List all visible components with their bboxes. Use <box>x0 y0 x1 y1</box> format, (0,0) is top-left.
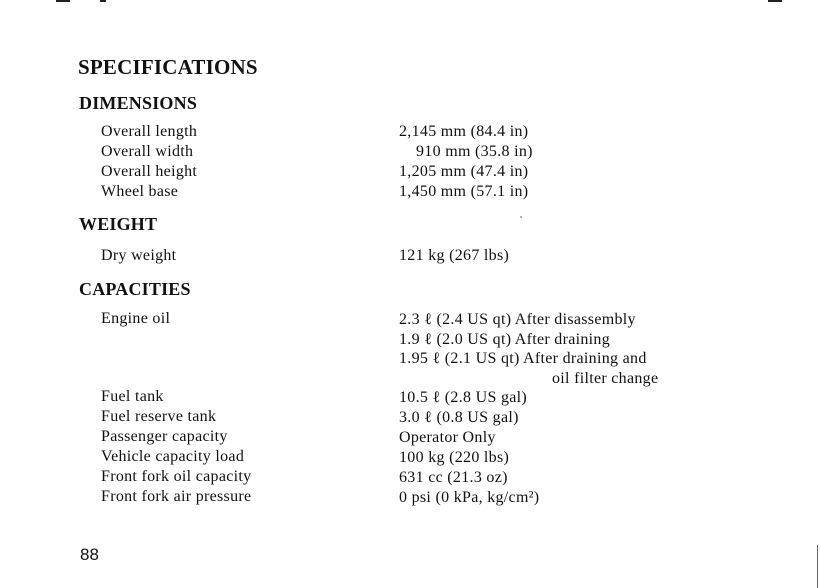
spec-label-overall-height: Overall height <box>101 163 198 180</box>
spec-value-engine-oil-disassembly: 2.3 ℓ (2.4 US qt) After disassembly <box>399 311 636 328</box>
spec-label-overall-width: Overall width <box>101 143 194 160</box>
spec-label-vehicle-capacity-load: Vehicle capacity load <box>101 448 245 465</box>
spec-label-passenger-capacity: Passenger capacity <box>101 428 228 445</box>
spec-value-overall-height: 1,205 mm (47.4 in) <box>399 163 529 180</box>
spec-value-engine-oil-draining: 1.9 ℓ (2.0 US qt) After draining <box>399 331 611 348</box>
scan-edge-right <box>817 545 818 588</box>
spec-value-overall-length: 2,145 mm (84.4 in) <box>399 123 529 140</box>
spec-value-fuel-reserve-tank: 3.0 ℓ (0.8 US gal) <box>399 409 519 426</box>
spec-label-fuel-tank: Fuel tank <box>101 388 164 405</box>
section-heading-weight: WEIGHT <box>79 214 158 234</box>
spec-value-fuel-tank: 10.5 ℓ (2.8 US gal) <box>399 389 528 406</box>
spec-label-fuel-reserve-tank: Fuel reserve tank <box>101 408 217 425</box>
spec-label-front-fork-air-pressure: Front fork air pressure <box>101 488 252 505</box>
spec-value-overall-width: 910 mm (35.8 in) <box>416 143 533 160</box>
spec-label-wheel-base: Wheel base <box>101 183 179 200</box>
section-heading-dimensions: DIMENSIONS <box>79 93 198 113</box>
scan-speck <box>520 216 522 218</box>
spec-label-engine-oil: Engine oil <box>101 310 171 327</box>
page-title: SPECIFICATIONS <box>78 55 258 79</box>
scan-mark-right <box>768 0 782 2</box>
scan-mark-left <box>56 0 70 2</box>
spec-value-engine-oil-filter: 1.95 ℓ (2.1 US qt) After draining and <box>399 350 647 367</box>
spec-value-front-fork-oil-capacity: 631 cc (21.3 oz) <box>399 469 508 486</box>
spec-value-wheel-base: 1,450 mm (57.1 in) <box>399 183 529 200</box>
spec-value-front-fork-air-pressure: 0 psi (0 kPa, kg/cm²) <box>399 489 540 506</box>
spec-value-engine-oil-filter-cont: oil filter change <box>552 370 659 387</box>
spec-label-front-fork-oil-capacity: Front fork oil capacity <box>101 468 252 485</box>
spec-label-dry-weight: Dry weight <box>101 247 177 264</box>
spec-value-dry-weight: 121 kg (267 lbs) <box>399 247 510 264</box>
spec-value-passenger-capacity: Operator Only <box>399 429 496 446</box>
page-number: 88 <box>80 545 99 564</box>
section-heading-capacities: CAPACITIES <box>79 279 191 299</box>
spec-label-overall-length: Overall length <box>101 123 198 140</box>
scan-mark-left-2 <box>100 0 106 2</box>
spec-value-vehicle-capacity-load: 100 kg (220 lbs) <box>399 449 510 466</box>
